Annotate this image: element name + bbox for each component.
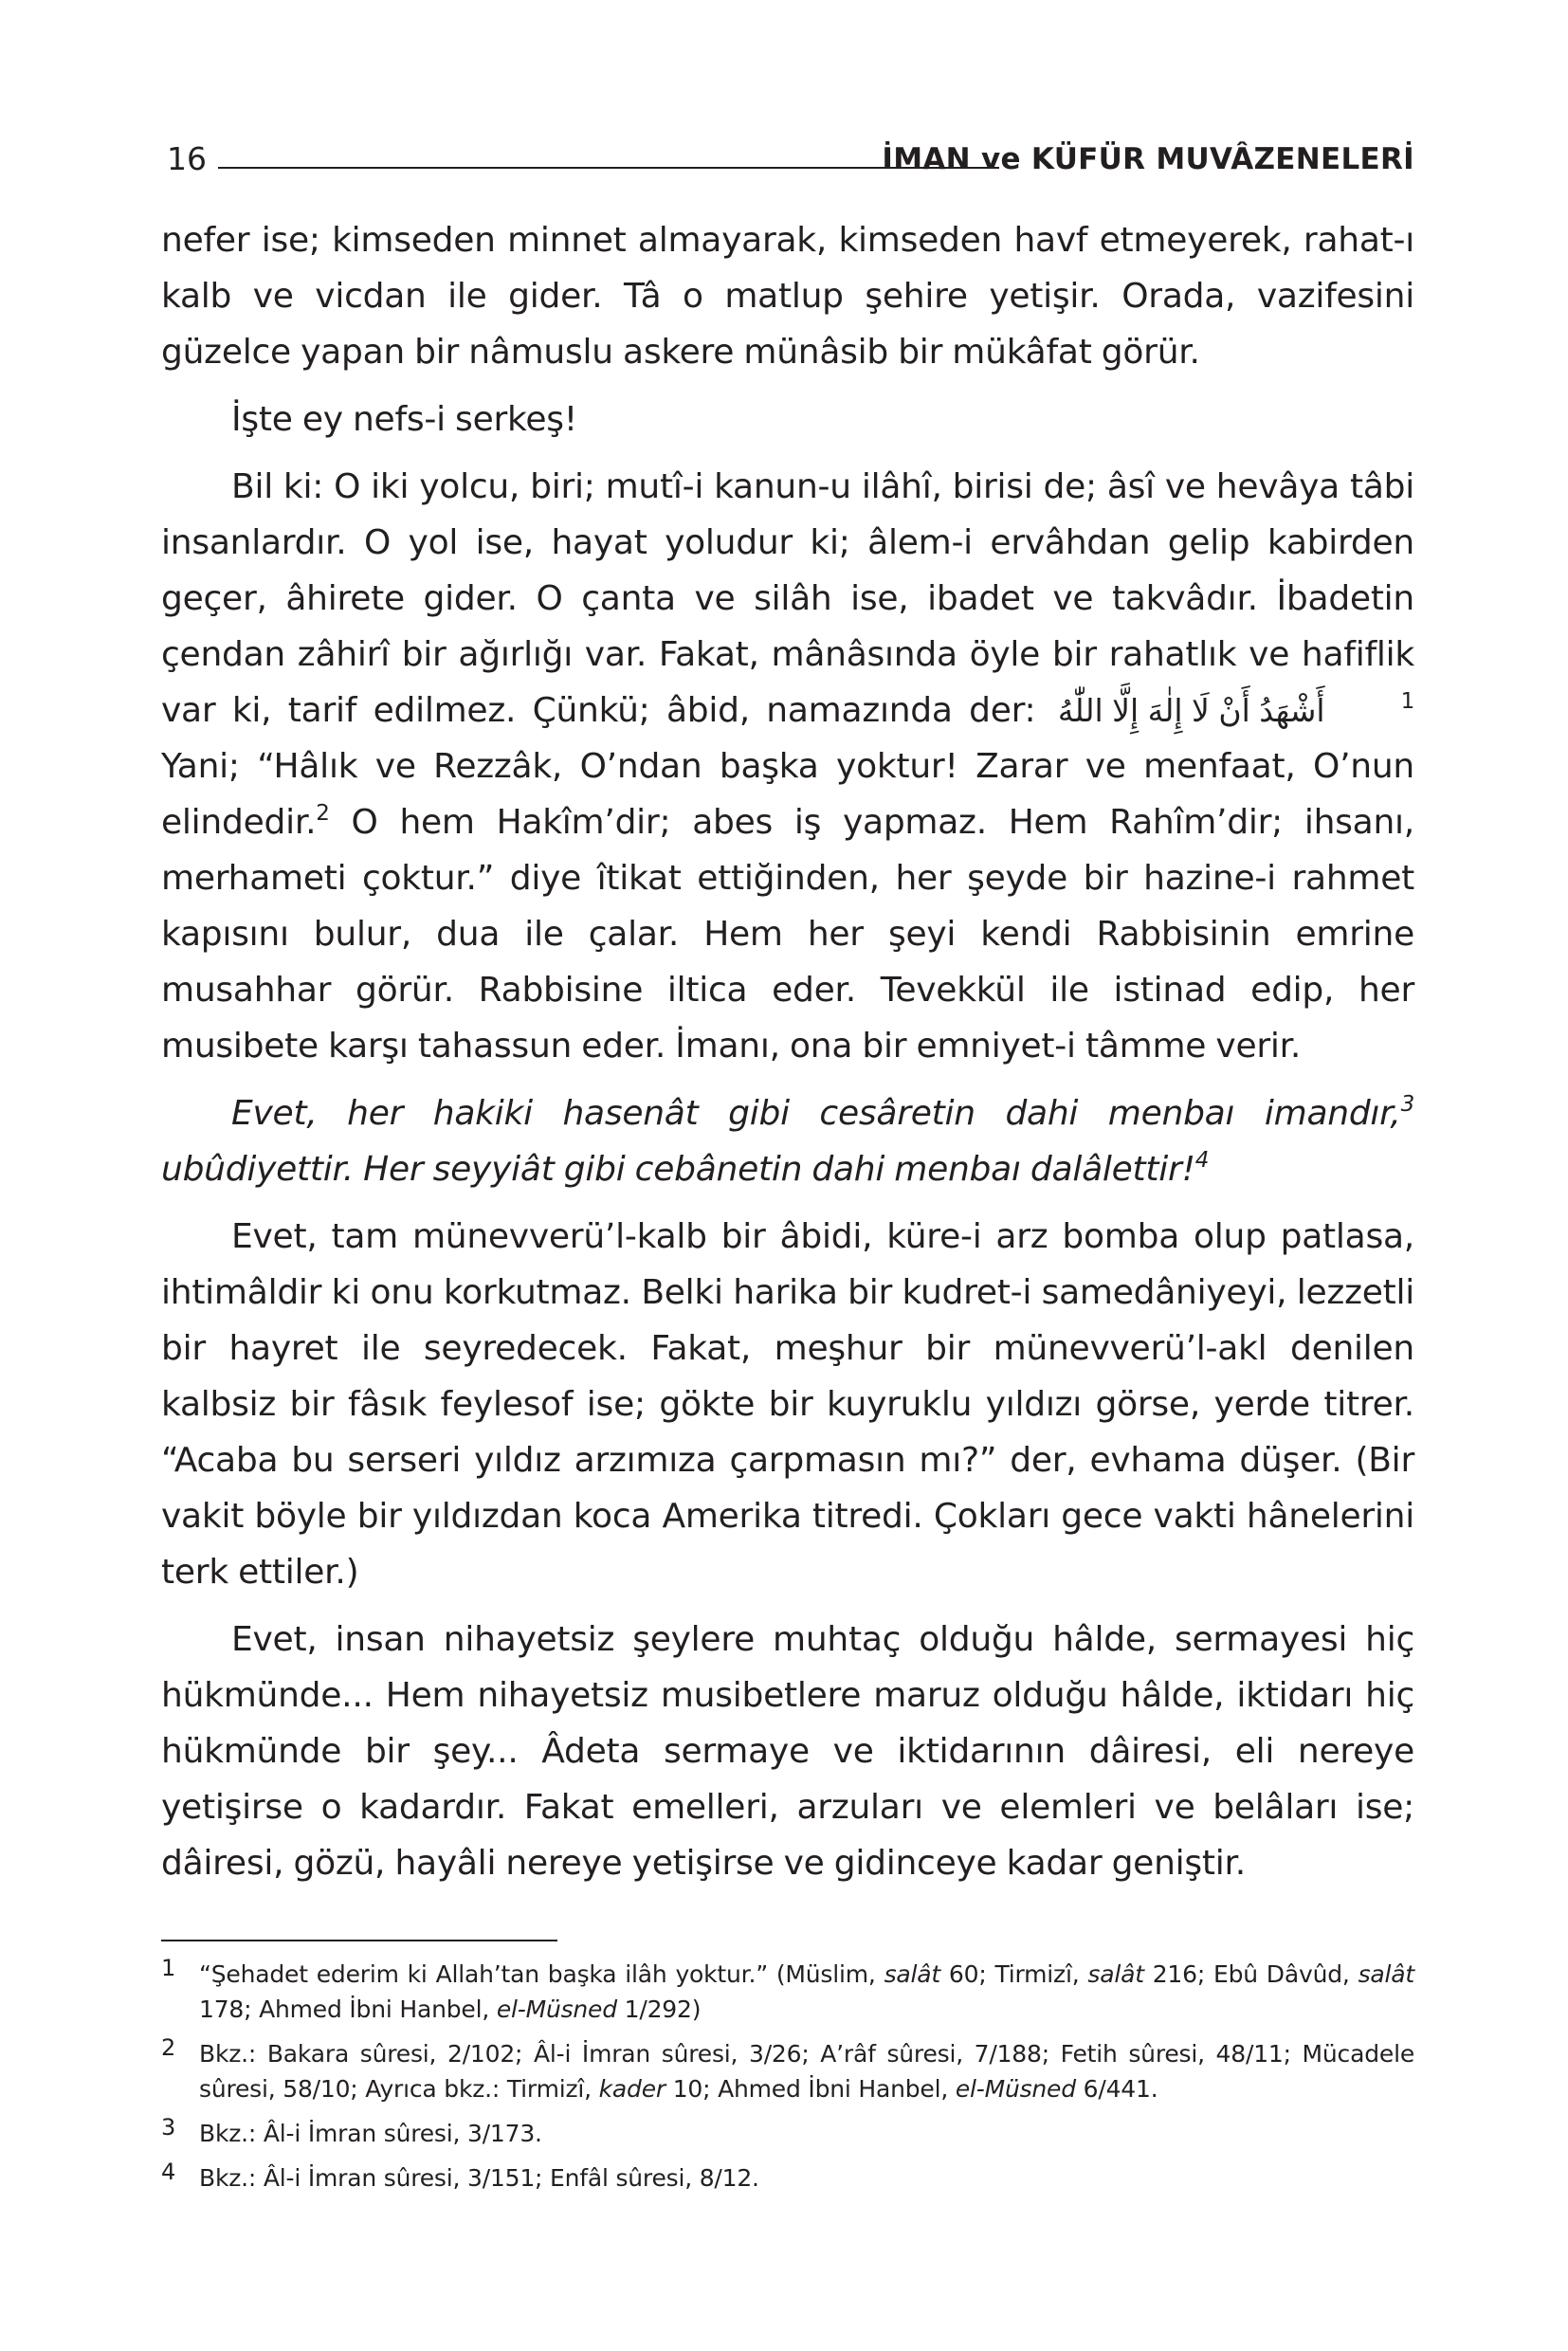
footnote-ref-1[interactable]: 1 bbox=[1400, 689, 1414, 714]
paragraph-2: İşte ey nefs-i serkeş! bbox=[231, 400, 577, 439]
footnote-ref-4[interactable]: 4 bbox=[1194, 1148, 1210, 1173]
footnote-4 bbox=[161, 2160, 1414, 2196]
footnote-text: 178; Ahmed İbni Hanbel, bbox=[199, 1996, 497, 2023]
footnote-1 bbox=[161, 1957, 1414, 2027]
paragraph-3-part-b: Yani; “Hâlık ve Rezzâk, O’ndan başka yoktur! Zarar ve menfaat, O’nun elindedir. bbox=[161, 747, 1414, 842]
footnote-italic: el-Müsned bbox=[955, 2075, 1076, 2103]
footnote-3 bbox=[161, 2116, 1414, 2151]
footnote-text: 6/441. bbox=[1075, 2075, 1158, 2103]
arabic-shahada: أَشْهَدُ أَنْ لَا إِلٰهَ إِلَّا اللّٰهُ bbox=[1057, 692, 1325, 729]
footnote-text: 1/292) bbox=[616, 1996, 702, 2023]
footnote-text: 60; Tirmizî, bbox=[940, 1960, 1088, 1988]
footnote-italic: salât bbox=[1087, 1960, 1144, 1988]
footnotes bbox=[161, 1957, 1414, 2205]
page-header bbox=[167, 140, 1414, 178]
footnote-italic: salât bbox=[1358, 1960, 1414, 1988]
footnote-text: 216; Ebû Dâvûd, bbox=[1143, 1960, 1358, 1988]
footnote-text: “Şehadet ederim ki Allah’tan başka ilâh yoktur.” (Müslim, bbox=[199, 1960, 884, 1988]
footnote-number: 3 bbox=[161, 2114, 176, 2141]
footnote-number: 1 bbox=[161, 1955, 176, 1981]
footnote-ref-3[interactable]: 3 bbox=[1400, 1092, 1414, 1117]
footnote-italic: salât bbox=[884, 1960, 940, 1988]
footnote-text: Bkz.: Âl-i İmran sûresi, 3/173. bbox=[199, 2120, 542, 2147]
body-text bbox=[161, 212, 1414, 1903]
footnote-number: 4 bbox=[161, 2159, 176, 2185]
paragraph-4-part-a: Evet, her hakiki hasenât gibi cesâretin dahi menbaı imandır, bbox=[231, 1094, 1401, 1133]
footnote-rule bbox=[161, 1940, 557, 1941]
paragraph-5: Evet, tam münevverü’l-kalb bir âbidi, küre-i arz bomba olup patlasa, ihtimâldir ki onu korkutmaz. Belki harika bir kudret-i samedâniyeyi, lezzetli bir hayret ile seyredecek. Fakat, meşhur bir münevverü’l-akl denilen kalbsiz bir fâsık feylesof ise; gökte bir kuyruklu yıldızı görse, yerde titrer. “Acaba bu serseri yıldız arzımıza çarpmasın mı?” der, evhama düşer. (Bir vakit böyle bir yıldızdan koca Amerika titredi. Çokları gece vakti hânelerini terk ettiler.) bbox=[161, 1217, 1414, 1592]
footnote-ref-2[interactable]: 2 bbox=[316, 801, 330, 826]
footnote-text: 10; Ahmed İbni Hanbel, bbox=[665, 2075, 956, 2103]
page-number: 16 bbox=[167, 140, 207, 177]
footnote-number: 2 bbox=[161, 2034, 176, 2061]
paragraph-6: Evet, insan nihayetsiz şeylere muhtaç olduğu hâlde, sermayesi hiç hükmünde... Hem nihayetsiz musibetlere maruz olduğu hâlde, iktidarı hiç hükmünde bir şey... Âdeta sermaye ve iktidarının dâiresi, eli nereye yetişirse o kadardır. Fakat emelleri, arzuları ve elemleri ve belâları ise; dâiresi, gözü, hayâli nereye yetişirse ve gidinceye kadar geniştir. bbox=[161, 1620, 1414, 1883]
running-title: İMAN ve KÜFÜR MUVÂZENELERİ bbox=[882, 142, 1414, 176]
paragraph-3-part-a: Bil ki: O iki yolcu, biri; mutî-i kanun-u ilâhî, birisi de; âsî ve hevâya tâbi insanlardır. O yol ise, hayat yoludur ki; âlem-i ervâhdan gelip kabirden geçer, âhirete gider. O çanta ve silâh ise, ibadet ve takvâdır. İbadetin çendan zâhirî bir ağırlığı var. Fakat, mânâsında öyle bir rahatlık ve hafiflik var ki, tarif edilmez. Çünkü; âbid, namazında der: bbox=[161, 467, 1414, 730]
paragraph-4 bbox=[161, 1085, 1414, 1197]
footnote-2 bbox=[161, 2036, 1414, 2106]
footnote-text: Bkz.: Bakara sûresi, 2/102; Âl-i İmran sûresi, 3/26; A’râf sûresi, 7/188; Fetih sûresi, 48/11; Mücadele sûresi, 58/10; Ayrıca bkz.: Tirmizî, bbox=[199, 2040, 1414, 2103]
paragraph-3-part-c: O hem Hakîm’dir; abes iş yapmaz. Hem Rahîm’dir; ihsanı, merhameti çoktur.” diye îtikat ettiğinden, her şeyde bir hazine-i rahmet kapısını bulur, dua ile çalar. Hem her şeyi kendi Rabbisinin emrine musahhar görür. Rabbisine iltica eder. Tevekkül ile istinad edip, her musibete karşı tahassun eder. İmanı, ona bir emniyet-i tâmme verir. bbox=[161, 803, 1415, 1066]
paragraph-3 bbox=[161, 459, 1414, 1074]
footnote-italic: kader bbox=[598, 2075, 665, 2103]
paragraph-4-part-b: ubûdiyettir. Her seyyiât gibi cebânetin dahi menbaı dalâlettir! bbox=[161, 1150, 1195, 1189]
footnote-text: Bkz.: Âl-i İmran sûresi, 3/151; Enfâl sûresi, 8/12. bbox=[199, 2164, 759, 2192]
paragraph-1: nefer ise; kimseden minnet almayarak, kimseden havf etmeyerek, rahat-ı kalb ve vicdan ile gider. Tâ o matlup şehire yetişir. Orada, vazifesini güzelce yapan bir nâmuslu askere münâsib bir mükâfat görür. bbox=[161, 221, 1414, 372]
footnote-italic: el-Müsned bbox=[496, 1996, 617, 2023]
